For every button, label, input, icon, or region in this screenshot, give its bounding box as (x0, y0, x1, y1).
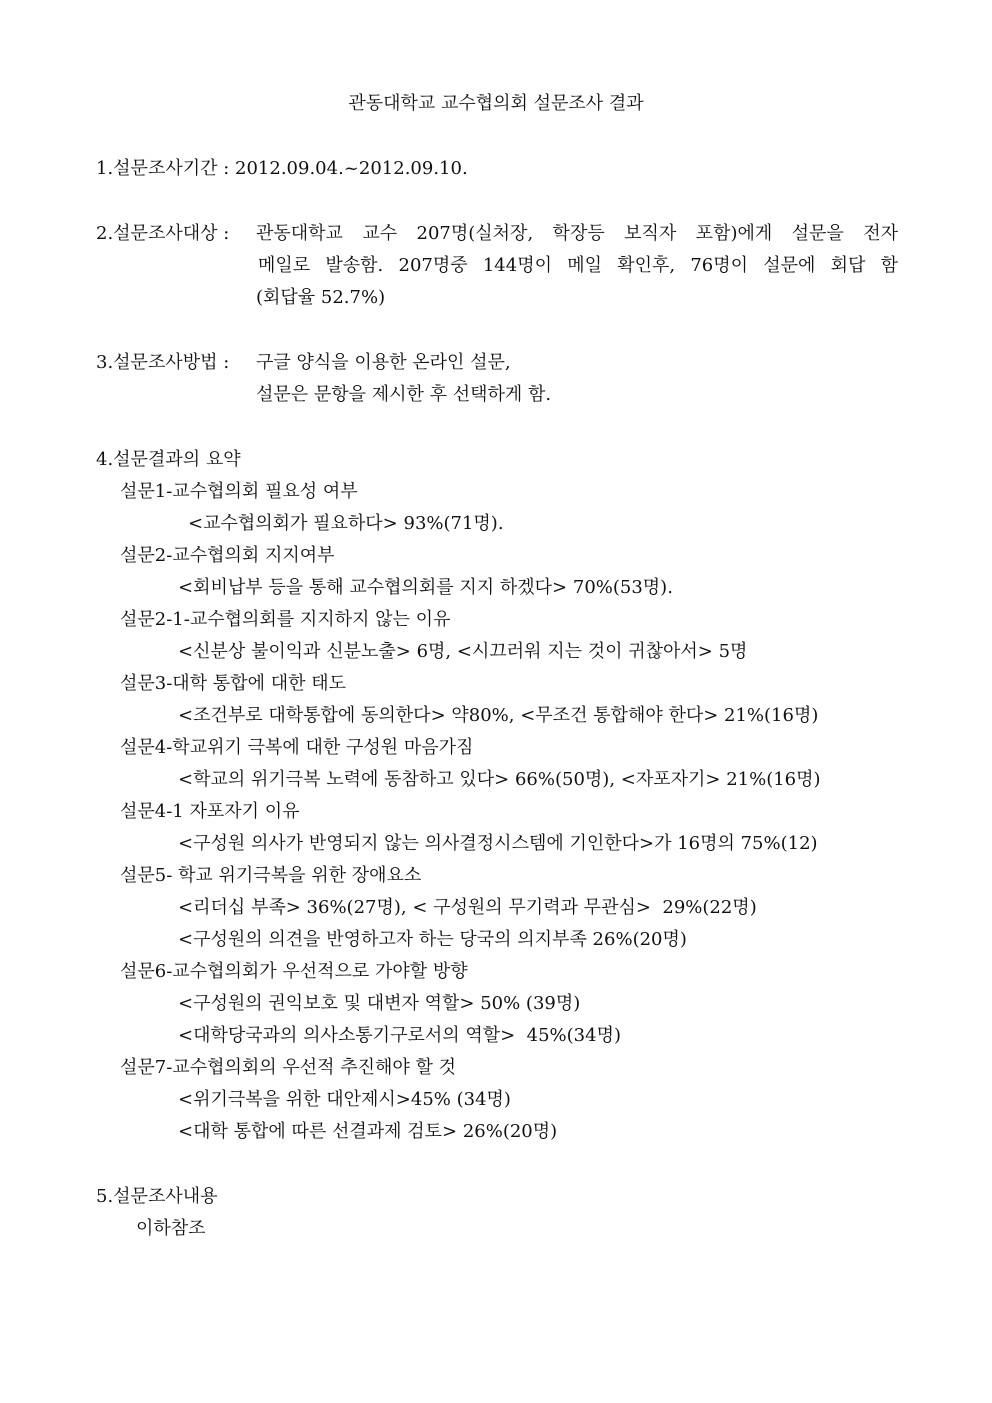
period-label: 1.설문조사기간 : (96, 158, 236, 179)
q5-answer-1: <리더십 부족> 36%(27명), < 구성원의 무기력과 무관심> 29%(22명) (178, 897, 757, 918)
method-line-2: 설문은 문항을 제시한 후 선택하게 함. (256, 384, 552, 405)
target-line-2: 메일로 발송함. 207명중 144명이 메일 확인후, 76명이 설문에 회답 함 (258, 255, 898, 276)
q7-title: 설문7-교수협의회의 우선적 추진해야 할 것 (120, 1057, 457, 1078)
target-label: 2.설문조사대상 : (96, 223, 236, 244)
q6-answer-1: <구성원의 권익보호 및 대변자 역할> 50% (39명) (178, 993, 581, 1014)
q3-answer: <조건부로 대학통합에 동의한다> 약80%, <무조건 통합해야 한다> 21%(16명) (178, 705, 819, 726)
contents-heading: 5.설문조사내용 (96, 1186, 218, 1207)
target-line-1: 관동대학교 교수 207명(실처장, 학장등 보직자 포함)에게 설문을 전자 (256, 223, 898, 244)
q1-title: 설문1-교수협의회 필요성 여부 (120, 481, 358, 502)
target-line-3: (회답율 52.7%) (256, 287, 386, 308)
method-line-1: 구글 양식을 이용한 온라인 설문, (256, 352, 511, 373)
q3-title: 설문3-대학 통합에 대한 태도 (120, 673, 346, 694)
q7-answer-2: <대학 통합에 따른 선결과제 검토> 26%(20명) (178, 1121, 558, 1142)
q6-answer-2: <대학당국과의 의사소통기구로서의 역할> 45%(34명) (178, 1025, 621, 1046)
q2-title: 설문2-교수협의회 지지여부 (120, 545, 335, 566)
q1-answer: <교수협의회가 필요하다> 93%(71명). (188, 513, 504, 534)
summary-heading: 4.설문결과의 요약 (96, 449, 241, 470)
q4-answer: <학교의 위기극복 노력에 동참하고 있다> 66%(50명), <자포자기> 21%(16명) (178, 769, 821, 790)
q4-1-title: 설문4-1 자포자기 이유 (120, 801, 300, 822)
q5-answer-2: <구성원의 의견을 반영하고자 하는 당국의 의지부족 26%(20명) (178, 929, 687, 950)
q6-title: 설문6-교수협의회가 우선적으로 가야할 방향 (120, 961, 468, 982)
section-target-label (96, 222, 235, 246)
method-label: 3.설문조사방법 : (96, 352, 236, 373)
section-period (96, 157, 468, 181)
page-title: 관동대학교 교수협의회 설문조사 결과 (348, 93, 644, 114)
q4-title: 설문4-학교위기 극복에 대한 구성원 마음가짐 (120, 737, 474, 758)
q7-answer-1: <위기극복을 위한 대안제시>45% (34명) (178, 1089, 511, 1110)
q2-1-title: 설문2-1-교수협의회를 지지하지 않는 이유 (120, 609, 451, 630)
q4-1-answer: <구성원 의사가 반영되지 않는 의사결정시스템에 기인한다>가 16명의 75%(12) (178, 833, 818, 854)
section-method-label (96, 351, 235, 375)
period-value: 2012.09.04.~2012.09.10. (235, 158, 468, 179)
q2-answer: <회비납부 등을 통해 교수협의회를 지지 하겠다> 70%(53명). (178, 577, 673, 598)
contents-note: 이하참조 (136, 1218, 206, 1239)
q5-title: 설문5- 학교 위기극복을 위한 장애요소 (120, 865, 422, 886)
q2-1-answer: <신분상 불이익과 신분노출> 6명, <시끄러워 지는 것이 귀찮아서> 5명 (178, 641, 748, 662)
